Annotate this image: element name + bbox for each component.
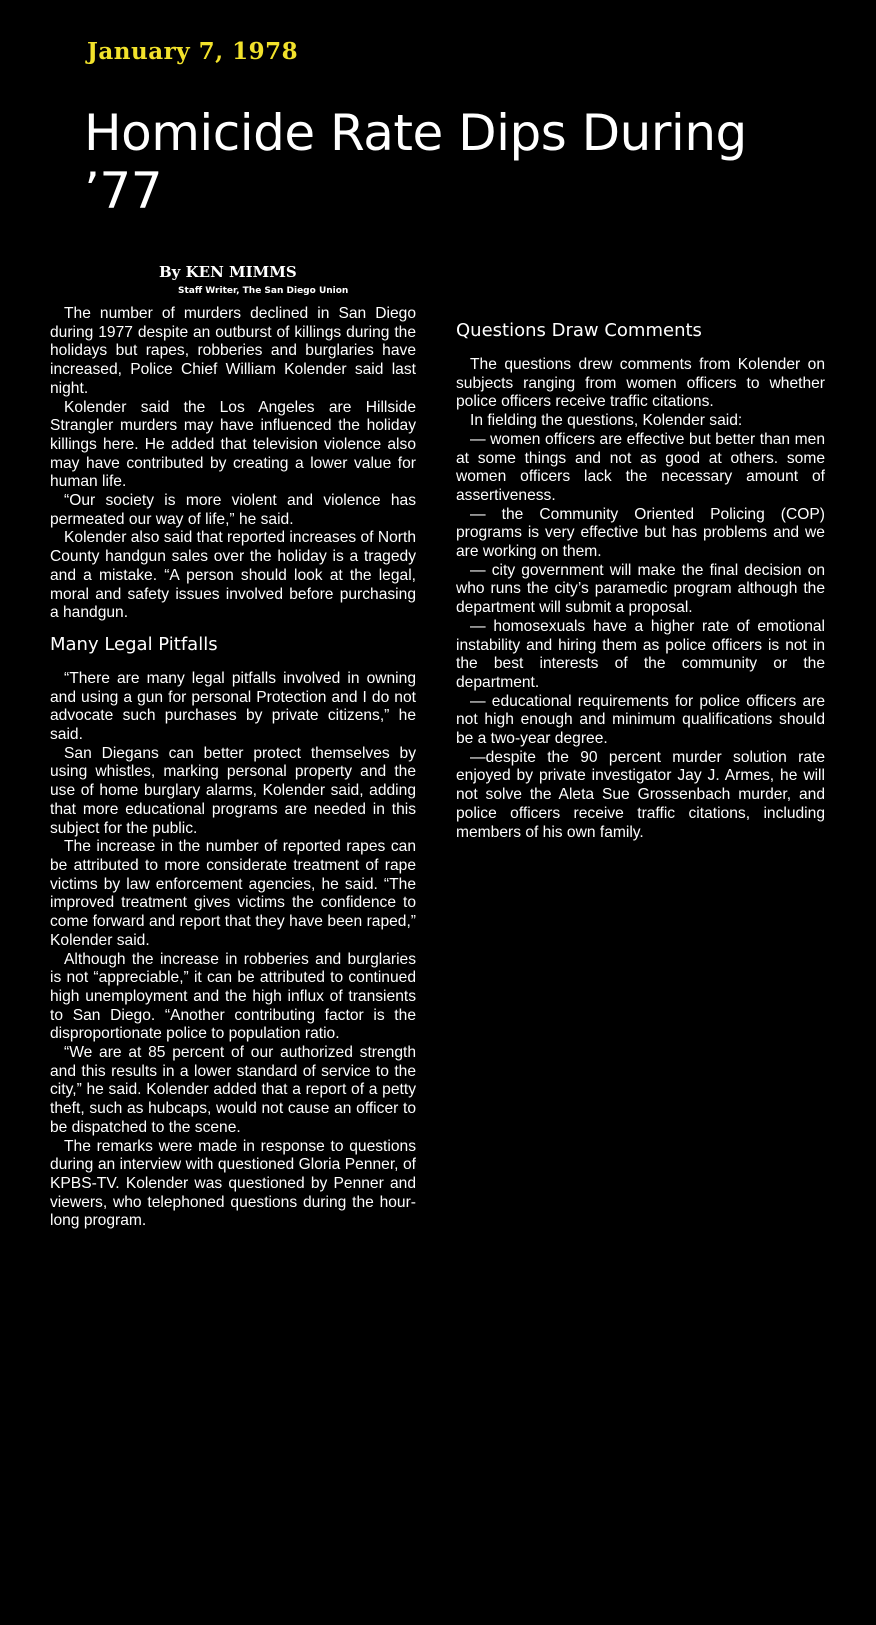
subhead-legal-pitfalls: Many Legal Pitfalls bbox=[50, 633, 218, 655]
staff-writer-line: Staff Writer, The San Diego Union bbox=[178, 286, 349, 296]
article-paragraph: —despite the 90 percent murder solution rate enjoyed by private investigator Jay J. Armes, he will not solve the Aleta Sue Grossenbach murder, and police officers receive traffic citations, including members of his own family. bbox=[456, 748, 825, 841]
article-paragraph: Kolender also said that reported increases of North County handgun sales over the holiday is a tragedy and a mistake. “A person should look at the legal, moral and safety issues involved before purchasing a handgun. bbox=[50, 529, 416, 622]
article-paragraph: “There are many legal pitfalls involved in owning and using a gun for personal Protection and I do not advocate such purchases by private citizens,” he said. bbox=[50, 669, 416, 744]
article-paragraph: “Our society is more violent and violence has permeated our way of life,” he said. bbox=[50, 492, 416, 528]
article-headline: Homicide Rate Dips During ’77 bbox=[84, 104, 747, 220]
article-paragraph: The questions drew comments from Kolender on subjects ranging from women officers to whether police officers receive traffic citations. bbox=[456, 356, 825, 411]
article-paragraph: The increase in the number of reported rapes can be attributed to more considerate treatment of rape victims by law enforcement agencies, he said. “The improved treatment gives victims the confidence to come forward and report that they have been raped,” Kolender said. bbox=[50, 838, 416, 949]
subhead-questions-draw-comments: Questions Draw Comments bbox=[456, 320, 702, 341]
article-paragraph: In fielding the questions, Kolender said: bbox=[470, 412, 743, 430]
left-column bbox=[50, 305, 416, 1231]
article-paragraph: — city government will make the final decision on who runs the city’s paramedic program although the department will submit a proposal. bbox=[456, 561, 825, 617]
article-paragraph: — the Community Oriented Policing (COP) programs is very effective but has problems and we are working on them. bbox=[456, 505, 825, 561]
article-paragraph: Kolender said the Los Angeles are Hillside Strangler murders may have influenced the holiday killings here. He added that television violence also may have contributed by creating a lower value for human life. bbox=[50, 398, 416, 491]
article-date: January 7, 1978 bbox=[87, 38, 299, 65]
article-paragraph: The number of murders declined in San Diego during 1977 despite an outburst of killings during the holidays but rapes, robberies and burglaries have increased, Police Chief William Kolender said last night. bbox=[50, 305, 416, 397]
article-paragraph: — homosexuals have a higher rate of emotional instability and hiring them as police officers is not in the best interests of the community or the department. bbox=[456, 617, 825, 691]
article-byline: By KEN MIMMS bbox=[159, 263, 297, 281]
article-paragraph: — educational requirements for police officers are not high enough and minimum qualifications should be a two-year degree. bbox=[456, 692, 825, 748]
article-paragraph: The remarks were made in response to questions during an interview with questioned Gloria Penner, of KPBS-TV. Kolender was questioned by Penner and viewers, who telephoned questions during the hour-long program. bbox=[50, 1137, 416, 1230]
article-paragraph: “We are at 85 percent of our authorized strength and this results in a lower standard of service to the city,” he said. Kolender added that a report of a petty theft, such as hubcaps, would not cause an officer to be dispatched to the scene. bbox=[50, 1044, 416, 1136]
right-column bbox=[456, 320, 825, 842]
article-paragraph: — women officers are effective but better than men at some things and not as good at others. some women officers lack the necessary amount of assertiveness. bbox=[456, 430, 825, 504]
article-paragraph: San Diegans can better protect themselves by using whistles, marking personal property and the use of home burglary alarms, Kolender said, adding that more educational programs are needed in this subject for the public. bbox=[50, 744, 416, 837]
article-paragraph: Although the increase in robberies and burglaries is not “appreciable,” it can be attributed to continued high unemployment and the high influx of transients to San Diego. “Another contributing factor is the disproportionate police to population ratio. bbox=[50, 950, 416, 1043]
